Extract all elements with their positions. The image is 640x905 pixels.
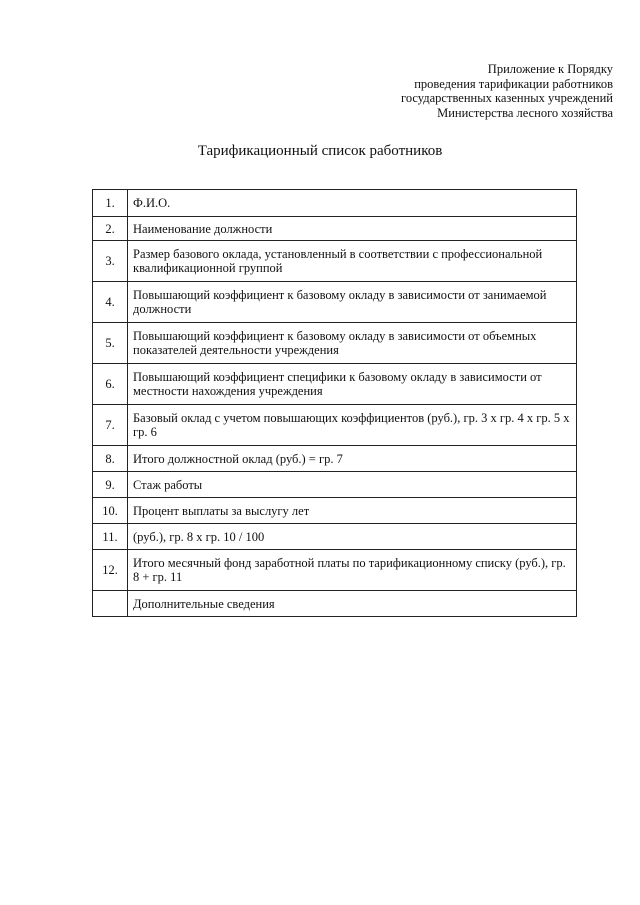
document-title: Тарификационный список работников: [197, 143, 443, 159]
row-description: Наименование должности: [128, 217, 577, 241]
table-row: [93, 591, 577, 617]
row-description: Итого должностной оклад (руб.) = гр. 7: [128, 446, 577, 472]
row-number: 8.: [93, 446, 128, 472]
tariff-list-table: [92, 189, 577, 617]
appendix-line: проведения тарификации работников: [414, 76, 613, 91]
row-description: Стаж работы: [128, 472, 577, 498]
row-number: 4.: [93, 282, 128, 323]
row-number: 6.: [93, 364, 128, 405]
appendix-line: государственных казенных учреждений: [401, 91, 613, 105]
table-row: [93, 472, 577, 498]
row-description: Базовый оклад с учетом повышающих коэффициентов (руб.), гр. 3 х гр. 4 х гр. 5 х гр. 6: [128, 405, 577, 446]
row-description: Повышающий коэффициент к базовому окладу в зависимости от объемных показателей деятельности учреждения: [128, 323, 577, 364]
row-number: [93, 591, 128, 617]
row-description: Дополнительные сведения: [128, 591, 577, 617]
row-number: 12.: [93, 550, 128, 591]
row-number: 3.: [93, 241, 128, 282]
table-row: [93, 323, 577, 364]
row-description: Итого месячный фонд заработной платы по тарификационному списку (руб.), гр. 8 + гр. 11: [128, 550, 577, 591]
table-row: [93, 498, 577, 524]
row-number: 10.: [93, 498, 128, 524]
row-description: Повышающий коэффициент к базовому окладу в зависимости от занимаемой должности: [128, 282, 577, 323]
row-number: 7.: [93, 405, 128, 446]
row-number: 9.: [93, 472, 128, 498]
table-row: [93, 524, 577, 550]
table-row: [93, 405, 577, 446]
row-description: Ф.И.О.: [128, 190, 577, 217]
table-row: [93, 364, 577, 405]
row-number: 1.: [93, 190, 128, 217]
table-row: [93, 446, 577, 472]
row-number: 11.: [93, 524, 128, 550]
row-description: (руб.), гр. 8 х гр. 10 / 100: [128, 524, 577, 550]
table-row: [93, 241, 577, 282]
appendix-header: [401, 62, 613, 120]
row-number: 5.: [93, 323, 128, 364]
table-row: [93, 550, 577, 591]
row-number: 2.: [93, 217, 128, 241]
row-description: Процент выплаты за выслугу лет: [128, 498, 577, 524]
appendix-line: Министерства лесного хозяйства: [437, 105, 613, 120]
row-description: Размер базового оклада, установленный в соответствии с профессиональной квалификационной группой: [128, 241, 577, 282]
table-row: [93, 217, 577, 241]
appendix-line: Приложение к Порядку: [487, 62, 613, 76]
row-description: Повышающий коэффициент специфики к базовому окладу в зависимости от местности нахождения учреждения: [128, 364, 577, 405]
table-row: [93, 190, 577, 217]
table-row: [93, 282, 577, 323]
